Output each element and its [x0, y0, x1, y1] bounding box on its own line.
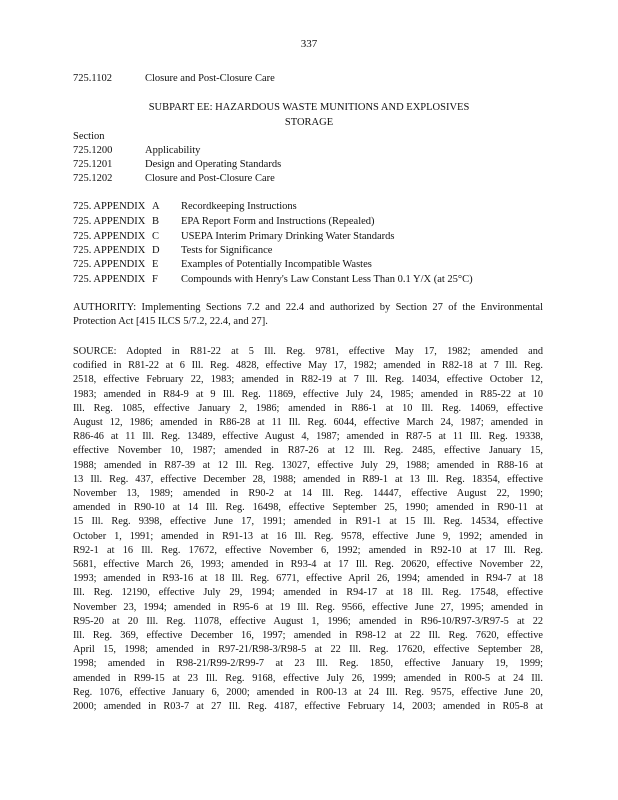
appendix-title: USEPA Interim Primary Drinking Water Standards: [181, 231, 395, 242]
subpart-title-line2: STORAGE: [284, 117, 334, 128]
source-line: October 1, 1991; amended in R91-13 at 16 Ill. Reg. 9578, effective June 9, 1992; amended in: [73, 530, 543, 542]
source-line: November 13, 1989; amended in R90-2 at 14 Ill. Reg. 14447, effective August 22, 1990;: [73, 488, 543, 499]
source-line: amended in R99-15 at 23 Ill. Reg. 9168, effective July 26, 1999; amended in R00-5 at 24 Ill.: [73, 672, 543, 684]
appendix-title: Compounds with Henry's Law Constant Less Than 0.1 Y/X (at 25°C): [181, 274, 473, 285]
appendix-title: Examples of Potentially Incompatible Wastes: [181, 259, 372, 270]
source-line: 13 Ill. Reg. 437, effective December 28, 1988; amended in R89-1 at 13 Ill. Reg. 18354, effective: [73, 473, 543, 485]
source-line: 2000; amended in R03-7 at 27 Ill. Reg. 4187, effective February 14, 2003; amended in R05-8 at: [73, 701, 543, 712]
section-number: 725.1201: [73, 159, 113, 170]
section-number: 725.1102: [73, 73, 112, 84]
appendix-prefix: 725. APPENDIX: [73, 216, 146, 227]
source-line: R92-1 at 16 Ill. Reg. 17672, effective November 6, 1992; amended in R92-10 at 17 Ill. Reg.: [73, 544, 543, 556]
section-title: Closure and Post-Closure Care: [145, 173, 275, 184]
source-line: 1998; amended in R98-21/R99-2/R99-7 at 23 Ill. Reg. 1850, effective January 19, 1999;: [73, 658, 543, 670]
appendix-title: Recordkeeping Instructions: [181, 201, 297, 212]
section-title: Closure and Post-Closure Care: [145, 73, 275, 84]
source-line: August 12, 1986; amended in R86-28 at 11 Ill. Reg. 6044, effective March 24, 1987; amended in: [73, 417, 543, 428]
appendix-letter: D: [152, 245, 160, 256]
appendix-letter: E: [152, 259, 159, 270]
page-number: 337: [300, 38, 318, 50]
source-line: R86-46 at 11 Ill. Reg. 13489, effective August 4, 1987; amended in R87-5 at 11 Ill. Reg. 19338,: [73, 431, 543, 443]
section-title: Design and Operating Standards: [145, 159, 282, 170]
source-line: Reg. 1076, effective January 6, 2000; amended in R00-13 at 24 Ill. Reg. 9575, effective June 20,: [73, 686, 543, 698]
authority-paragraph: AUTHORITY: Implementing Sections 7.2 and 22.4 and authorized by Section 27 of the Environmental Protection Act [415 ILCS 5/7.2, 22.4, and 27].: [73, 302, 543, 328]
source-line: amended in R90-10 at 14 Ill. Reg. 16498, effective September 25, 1990; amended in R90-11 at: [73, 502, 543, 514]
source-line: 5681, effective March 26, 1993; amended in R93-4 at 17 Ill. Reg. 20620, effective November 22,: [73, 559, 543, 570]
section-title: Applicability: [145, 145, 201, 156]
source-line: April 15, 1998; amended in R97-21/R98-3/R98-5 at 22 Ill. Reg. 17620, effective September 28,: [73, 644, 543, 656]
source-line: 2518, effective February 22, 1983; amended in R82-19 at 7 Ill. Reg. 14034, effective October 12,: [73, 374, 543, 386]
source-line: 1988; amended in R87-39 at 12 Ill. Reg. 13027, effective July 29, 1988; amended in R88-16 at: [73, 459, 543, 471]
source-line: 1983; amended in R84-9 at 9 Ill. Reg. 11869, effective July 24, 1985; amended in R85-22 at 10: [73, 388, 543, 400]
appendix-prefix: 725. APPENDIX: [73, 201, 146, 212]
source-line: effective November 10, 1987; amended in R87-26 at 12 Ill. Reg. 2485, effective January 15,: [73, 445, 543, 457]
appendix-letter: F: [152, 274, 158, 285]
section-heading: Section: [73, 131, 105, 142]
appendix-prefix: 725. APPENDIX: [73, 231, 146, 242]
appendix-letter: B: [152, 216, 160, 227]
appendix-title: EPA Report Form and Instructions (Repealed): [181, 216, 375, 227]
appendix-prefix: 725. APPENDIX: [73, 274, 146, 285]
appendix-letter: C: [152, 231, 160, 242]
source-line: 1993; amended in R93-16 at 18 Ill. Reg. 6771, effective April 26, 1994; amended in R94-7 at 18: [73, 573, 543, 585]
appendix-letter: A: [152, 201, 160, 212]
section-number: 725.1200: [73, 145, 113, 156]
appendix-title: Tests for Significance: [181, 245, 273, 256]
section-number: 725.1202: [73, 173, 113, 184]
source-line: 15 Ill. Reg. 9398, effective June 17, 1991; amended in R91-1 at 15 Ill. Reg. 14534, effective: [73, 516, 543, 528]
source-line: November 23, 1994; amended in R95-6 at 19 Ill. Reg. 9566, effective June 27, 1995; amended in: [73, 601, 543, 613]
source-line: R95-20 at 20 Ill. Reg. 11078, effective August 1, 1996; amended in R96-10/R97-3/R97-5 at 22: [73, 615, 543, 627]
subpart-title-line1: SUBPART EE: HAZARDOUS WASTE MUNITIONS AND EXPLOSIVES: [148, 102, 470, 113]
source-line: Ill. Reg. 1085, effective January 2, 1986; amended in R86-1 at 10 Ill. Reg. 14069, effective: [73, 402, 543, 414]
source-line: Ill. Reg. 369, effective December 16, 1997; amended in R98-12 at 22 Ill. Reg. 7620, effective: [73, 630, 543, 641]
source-line: SOURCE: Adopted in R81-22 at 5 Ill. Reg. 9781, effective May 17, 1982; amended and: [73, 346, 543, 357]
source-line: codified in R81-22 at 6 Ill. Reg. 4828, effective May 17, 1982; amended in R82-18 at 7 Ill. Reg.: [73, 360, 543, 372]
appendix-prefix: 725. APPENDIX: [73, 259, 146, 270]
appendix-prefix: 725. APPENDIX: [73, 245, 146, 256]
source-line: Ill. Reg. 12190, effective July 29, 1994; amended in R94-17 at 18 Ill. Reg. 17548, effective: [73, 587, 543, 599]
